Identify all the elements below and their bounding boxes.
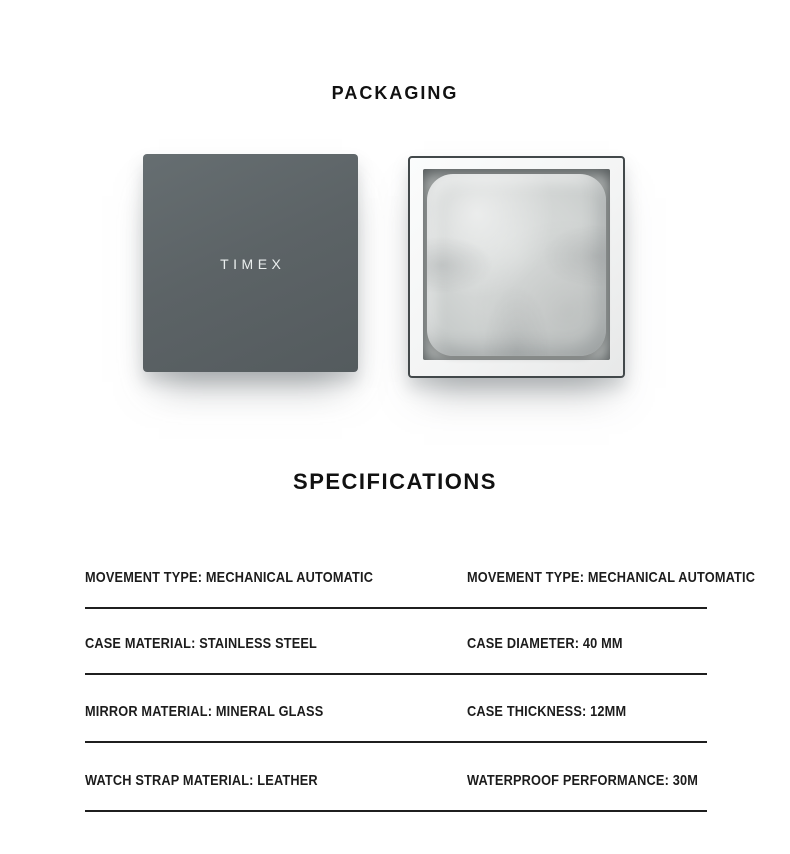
spec-label-case-diameter: CASE DIAMETER: 40 MM (467, 635, 623, 652)
box-cavity (423, 169, 610, 360)
spec-label-case-material: CASE MATERIAL: STAINLESS STEEL (85, 635, 318, 652)
spec-label-waterproof: WATERPROOF PERFORMANCE: 30M (467, 772, 699, 789)
spec-label-case-thickness: CASE THICKNESS: 12MM (467, 703, 627, 720)
specifications-section-title: SPECIFICATIONS (293, 469, 497, 494)
spec-label-strap-material: WATCH STRAP MATERIAL: LEATHER (85, 772, 318, 789)
divider-line (85, 741, 707, 743)
spec-row-mirror (85, 695, 710, 755)
spec-label-movement-type-left: MOVEMENT TYPE: MECHANICAL AUTOMATIC (85, 569, 374, 586)
watch-box-lid-photo (143, 154, 358, 372)
spec-row-movement (85, 561, 756, 621)
packaging-section-title: PACKAGING (331, 83, 459, 103)
watch-pillow (427, 174, 606, 356)
brand-logo-text: TIMEX (220, 256, 286, 272)
open-watch-box-photo (408, 156, 625, 378)
spec-row-case (85, 627, 710, 687)
spec-label-movement-type-right: MOVEMENT TYPE: MECHANICAL AUTOMATIC (467, 569, 756, 586)
specifications-list (85, 561, 756, 823)
spec-row-strap (85, 764, 710, 824)
spec-label-mirror-material: MIRROR MATERIAL: MINERAL GLASS (85, 703, 324, 720)
divider-line (85, 607, 707, 609)
divider-line (85, 810, 707, 812)
divider-line (85, 673, 707, 675)
